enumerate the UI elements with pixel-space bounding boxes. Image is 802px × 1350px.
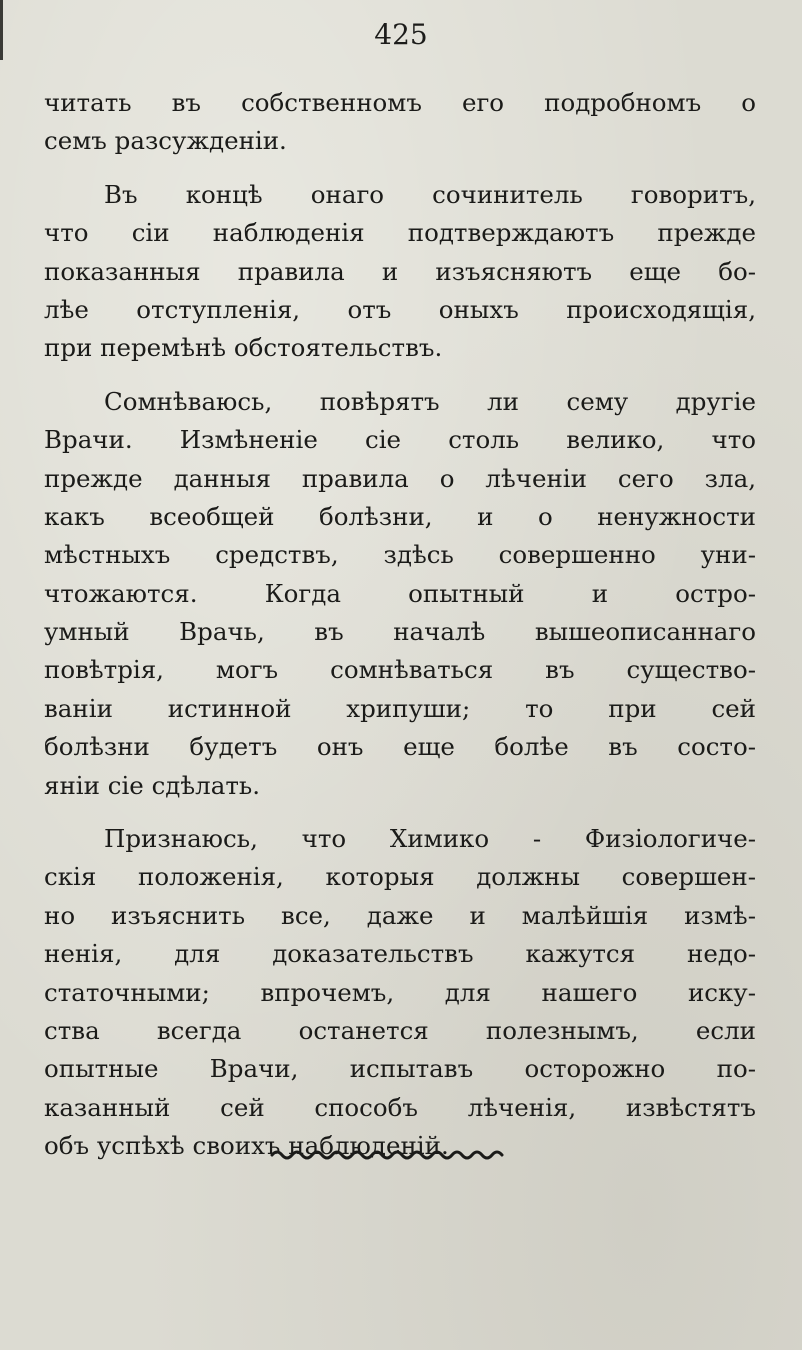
text-line: но изъяснить все, даже и малѣйшія измѣ- — [44, 900, 756, 930]
text-line: Въ концѣ онаго сочинитель говоритъ, — [104, 179, 756, 209]
wavy-line-ornament-icon — [270, 1148, 510, 1162]
paragraph — [44, 820, 756, 1166]
text-line: семъ разсужденіи. — [44, 126, 287, 156]
text-line: болѣзни будетъ онъ еще болѣе въ состо- — [44, 732, 756, 762]
paragraph — [44, 383, 756, 805]
text-line: скія положенія, которыя должны совершен- — [44, 862, 756, 892]
text-line: прежде данныя правила о лѣченіи сего зла, — [44, 463, 756, 493]
text-line: умный Врачь, въ началѣ вышеописаннаго — [44, 617, 756, 647]
text-line: какъ всеобщей болѣзни, и о ненужности — [44, 501, 756, 531]
text-line: чтожаются. Когда опытный и остро- — [44, 578, 756, 608]
text-line: читать въ собственномъ его подробномъ о — [44, 88, 756, 117]
text-line: яніи сіе сдѣлать. — [44, 770, 261, 800]
text-line: казанный сей способъ лѣченія, извѣстятъ — [44, 1092, 756, 1122]
text-line: Сомнѣваюсь, повѣрятъ ли сему другіе — [104, 386, 756, 416]
paragraph — [44, 84, 756, 161]
text-line: лѣе отступленія, отъ оныхъ происходящія, — [44, 294, 756, 324]
text-line: ваніи истинной хрипуши; то при сей — [44, 693, 756, 723]
page-number: 425 — [374, 18, 428, 51]
text-line: статочными; впрочемъ, для нашего иску- — [44, 977, 756, 1007]
text-line: повѣтрія, могъ сомнѣваться въ существо- — [44, 655, 756, 685]
text-line: что сіи наблюденія подтверждаютъ прежде — [44, 218, 756, 248]
body-text — [44, 84, 756, 1166]
text-line: показанныя правила и изъясняютъ еще бо- — [44, 256, 756, 286]
text-line: ненія, для доказательствъ кажутся недо- — [44, 939, 756, 969]
text-line: ства всегда останется полезнымъ, если — [44, 1015, 756, 1045]
paragraph — [44, 176, 756, 368]
text-line: Врачи. Измѣненіе сіе столь велико, что — [44, 425, 756, 455]
text-line: при перемѣнѣ обстоятельствъ. — [44, 333, 443, 363]
text-line: Признаюсь, что Химико - Физіологиче- — [104, 824, 756, 854]
text-line: мѣстныхъ средствъ, здѣсь совершенно уни- — [44, 540, 756, 570]
text-line: объ успѣхѣ своихъ наблюденій. — [44, 1131, 449, 1161]
text-line: опытные Врачи, испытавъ осторожно по- — [44, 1054, 756, 1084]
